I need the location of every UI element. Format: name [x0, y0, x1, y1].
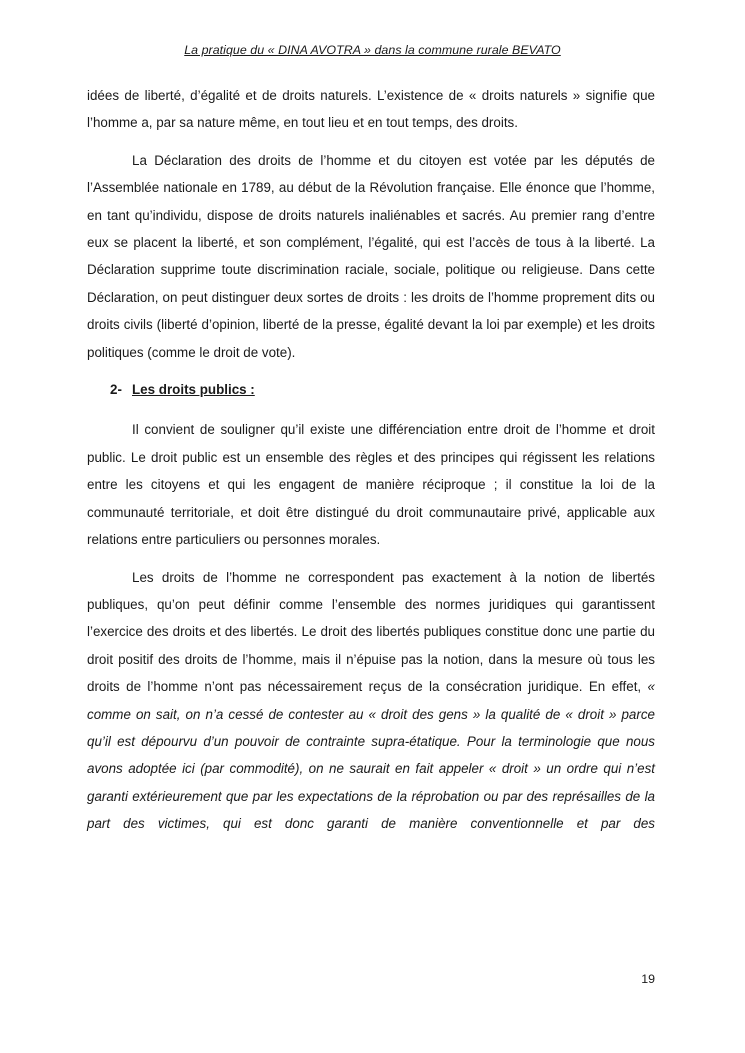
section-number: 2- [110, 382, 122, 398]
page-number: 19 [641, 972, 655, 986]
paragraph-declaration: La Déclaration des droits de l’homme et du citoyen est votée par les députés de l’Assemblée nationale en 1789, au début de la Révolution française. Elle énonce que l’homme, en tant qu’individu, dispose de droits naturels inaliénables et sacrés. Au premier rang d’entre eux se placent la liberté, et son complément, l’égalité, qui est l’accès de tous à la liberté. La Déclaration supprime toute discrimination raciale, sociale, politique ou religieuse. Dans cette Déclaration, on peut distinguer deux sortes de droits : les droits de l’homme proprement dits ou droits civils (liberté d’opinion, liberté de la presse, égalité devant la loi par exemple) et les droits politiques (comme le droit de vote). [87, 152, 655, 360]
paragraph-text: Les droits de l’homme ne correspondent pas exactement à la notion de libertés publiques, qu’on peut définir comme l’ensemble des normes juridiques qui garantissent l’exercice des droits et des libertés. Le droit des libertés publiques constitue donc une partie du droit positif des droits de l’homme, mais il n’épuise pas la notion, dans la mesure où tous les droits de l’homme n’ont pas nécessairement reçus de la consécration juridique. En effet, [87, 569, 655, 695]
page-body [87, 82, 655, 848]
running-header: La pratique du « DINA AVOTRA » dans la commune rurale BEVATO [184, 43, 561, 57]
paragraph-public-liberties [87, 564, 655, 838]
section-title: Les droits publics : [132, 382, 255, 398]
quotation-text: « comme on sait, on n’a cessé de contester au « droit des gens » la qualité de « droit » parce qu’il est dépourvu d’un pouvoir de contrainte supra-étatique. Pour la terminologie que nous avons adoptée ici (par commodité), on ne saurait en fait appeler « droit » un ordre qui n’est garanti extérieurement que par les expectations de la réprobation ou par des représailles de la part des victimes, qui est donc garanti de manière conventionnelle et par des [87, 679, 655, 832]
section-heading [110, 376, 655, 403]
paragraph-intro: idées de liberté, d’égalité et de droits naturels. L’existence de « droits naturels » signifie que l’homme a, par sa nature même, en tout lieu et en tout temps, des droits. [87, 88, 655, 131]
paragraph-public-law: Il convient de souligner qu’il existe une différenciation entre droit de l’homme et droit public. Le droit public est un ensemble des règles et des principes qui régissent les relations entre les citoyens et qui les engagent de manière réciproque ; il constitue la loi de la communauté territoriale, et doit être distingué du droit communautaire privé, applicable aux relations entre particuliers ou personnes morales. [87, 422, 655, 548]
